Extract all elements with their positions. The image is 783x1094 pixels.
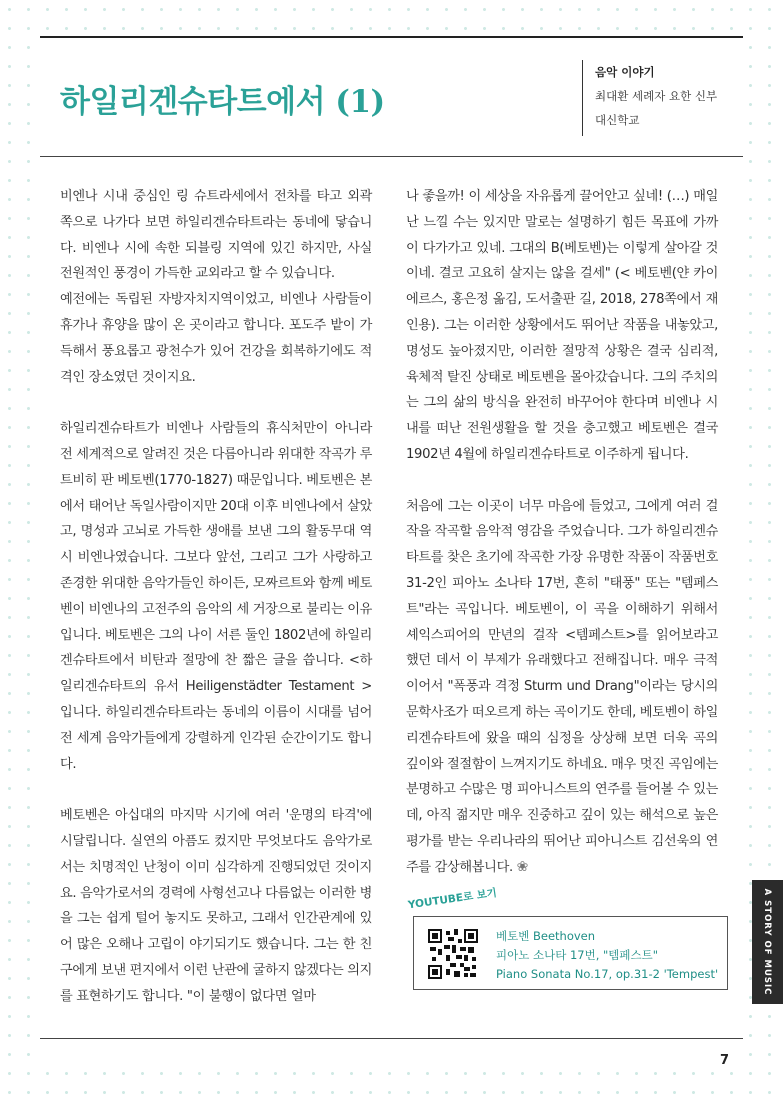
paragraph: 나 좋을까! 이 세상을 자유롭게 끌어안고 싶네! (…) 매일 난 느낄 수는 있지만 말로는 설명하기 힘든 목표에 가까이 다가가고 있네. 그대의 B(베토벤)는 이렇게 살아갈 것이네. 결코 고요히 살지는 않을 걸세" (< 베토벤(얀 카이에르스, 홍은정 옮김, 도서출판 길, 2018, 278쪽에서 재인용). 그는 이러한 상황에서도 뛰어난 작품을 내놓았고, 명성도 높아졌지만, 이러한 절망적 상황은 결국 심리적, 육체적 탈진 상태로 베토벤을 몰아갔습니다. 그의 주치의는 그의 삶의 방식을 완전히 바꾸어야 한다며 비엔나 시내를 떠난 전원생활을 할 것을 충고했고 베토벤은 결국 1902년 4월에 하일리겐슈타트로 이주하게 됩니다.: [406, 189, 718, 462]
side-tab-label: A STORY OF MUSIC: [762, 888, 772, 996]
paragraph: [406, 494, 718, 881]
paragraph: 예전에는 독립된 자방자치지역이었고, 비엔나 사람들이 휴가나 휴양을 많이 온 곳이라고 합니다. 포도주 밭이 가득해서 풍요롭고 광천수가 있어 건강을 회복하기에도 적격인 장소였던 것이지요.: [60, 292, 372, 385]
article-meta: [582, 60, 717, 136]
page: [40, 36, 743, 1061]
author-name: 최대환 세례자 요한 신부: [595, 89, 718, 103]
series-label: 음악 이야기: [595, 65, 655, 79]
right-column: [406, 184, 718, 881]
side-tab: [752, 880, 783, 1004]
bottom-rule: [40, 1038, 743, 1039]
paragraph: 하일리겐슈타트가 비엔나 사람들의 휴식처만이 아니라 전 세계적으로 알려진 것은 다름아니라 위대한 작곡가 루트비히 판 베토벤(1770-1827) 때문입니다. 베토벤은 본에서 태어난 독일사람이지만 20대 이후 비엔나에서 살았고, 명성과 고뇌로 가득한 생애를 보낸 그의 활동무대 역시 비엔나였습니다. 그보다 앞선, 그리고 그가 사랑하고 존경한 위대한 음악가들인 하이든, 모짜르트와 함께 베토벤이 비엔나의 고전주의 음악의 세 거장으로 불리는 이유입니다. 베토벤은 그의 나이 서른 둘인 1802년에 하일리겐슈타트에서 비탄과 절망에 찬 짧은 글을 씁니다. <하일리겐슈타트의 유서 Heiligenstädter Testament > 입니다. 하일리겐슈타트라는 동네의 이름이 시대를 넘어 전 세계 음악가들에게 강렬하게 인각된 순간이기도 합니다.: [60, 421, 372, 772]
page-title: 하일리겐슈타트에서 (1): [60, 84, 385, 120]
qr-code-icon[interactable]: [428, 929, 478, 979]
youtube-line-1: 베토벤 Beethoven: [496, 929, 596, 943]
header-rule: [40, 156, 743, 157]
youtube-info[interactable]: [496, 927, 718, 984]
youtube-line-3: Piano Sonata No.17, op.31-2 'Tempest': [496, 967, 719, 981]
top-rule: [40, 36, 743, 38]
paragraph: 비엔나 시내 중심인 링 슈트라세에서 전차를 타고 외곽 쪽으로 나가다 보면 하일리겐슈타트라는 동네에 닿습니다. 비엔나 시에 속한 되블링 지역에 있긴 하지만, 사실 전원적인 풍경이 가득한 교외라고 할 수 있습니다.: [60, 189, 372, 282]
youtube-line-2: 피아노 소나타 17번, "템페스트": [496, 948, 659, 962]
youtube-label: YOUTUBE로 보기: [403, 884, 502, 912]
youtube-box[interactable]: [413, 916, 728, 990]
author-affiliation: 대신학교: [595, 113, 640, 127]
left-column: [60, 184, 372, 1010]
disc-icon: ❀: [516, 858, 529, 875]
paragraph-text: 처음에 그는 이곳이 너무 마음에 들었고, 그에게 여러 걸작을 작곡할 음악적 영감을 주었습니다. 그가 하일리겐슈타트를 찾은 초기에 작곡한 가장 유명한 작품이 작품번호 31-2인 피아노 소나타 17번, 흔히 "태풍" 또는 "템페스트"라는 곡입니다. 베토벤이, 이 곡을 이해하기 위해서 셰익스피어의 만년의 걸작 <템페스트>를 읽어보라고 했던 데서 이 부제가 유래했다고 전해집니다. 매우 극적이어서 "폭풍과 격정 Sturm und Drang"이라는 당시의 문학사조가 떠오르게 하는 곡이기도 한데, 베토벤이 하일리겐슈타트에 왔을 때의 심정을 상상해 보면 더욱 곡의 깊이와 절절함이 느껴지기도 하네요. 매우 멋진 곡임에는 분명하고 수많은 명 피아니스트의 연주를 들어볼 수 있는데, 아직 젊지만 매우 진중하고 깊이 있는 해석으로 높은 평가를 받는 우리나라의 뛰어난 피아니스트 김선욱의 연주를 감상해봅니다.: [406, 498, 718, 875]
page-number: 7: [720, 1053, 730, 1068]
paragraph: 베토벤은 아십대의 마지막 시기에 여러 '운명의 타격'에 시달립니다. 실연의 아픔도 컸지만 무엇보다도 음악가로서는 치명적인 난청이 이미 심각하게 진행되었던 것이지요. 음악가로서의 경력에 사형선고나 다름없는 이러한 병을 그는 쉽게 털어 놓지도 못하고, 그래서 인간관계에 있어 많은 오해나 고립이 야기되기도 했습니다. 그는 한 친구에게 보낸 편지에서 이런 난관에 굴하지 않겠다는 의지를 표현하기도 합니다. "이 불행이 없다면 얼마: [60, 808, 372, 1004]
